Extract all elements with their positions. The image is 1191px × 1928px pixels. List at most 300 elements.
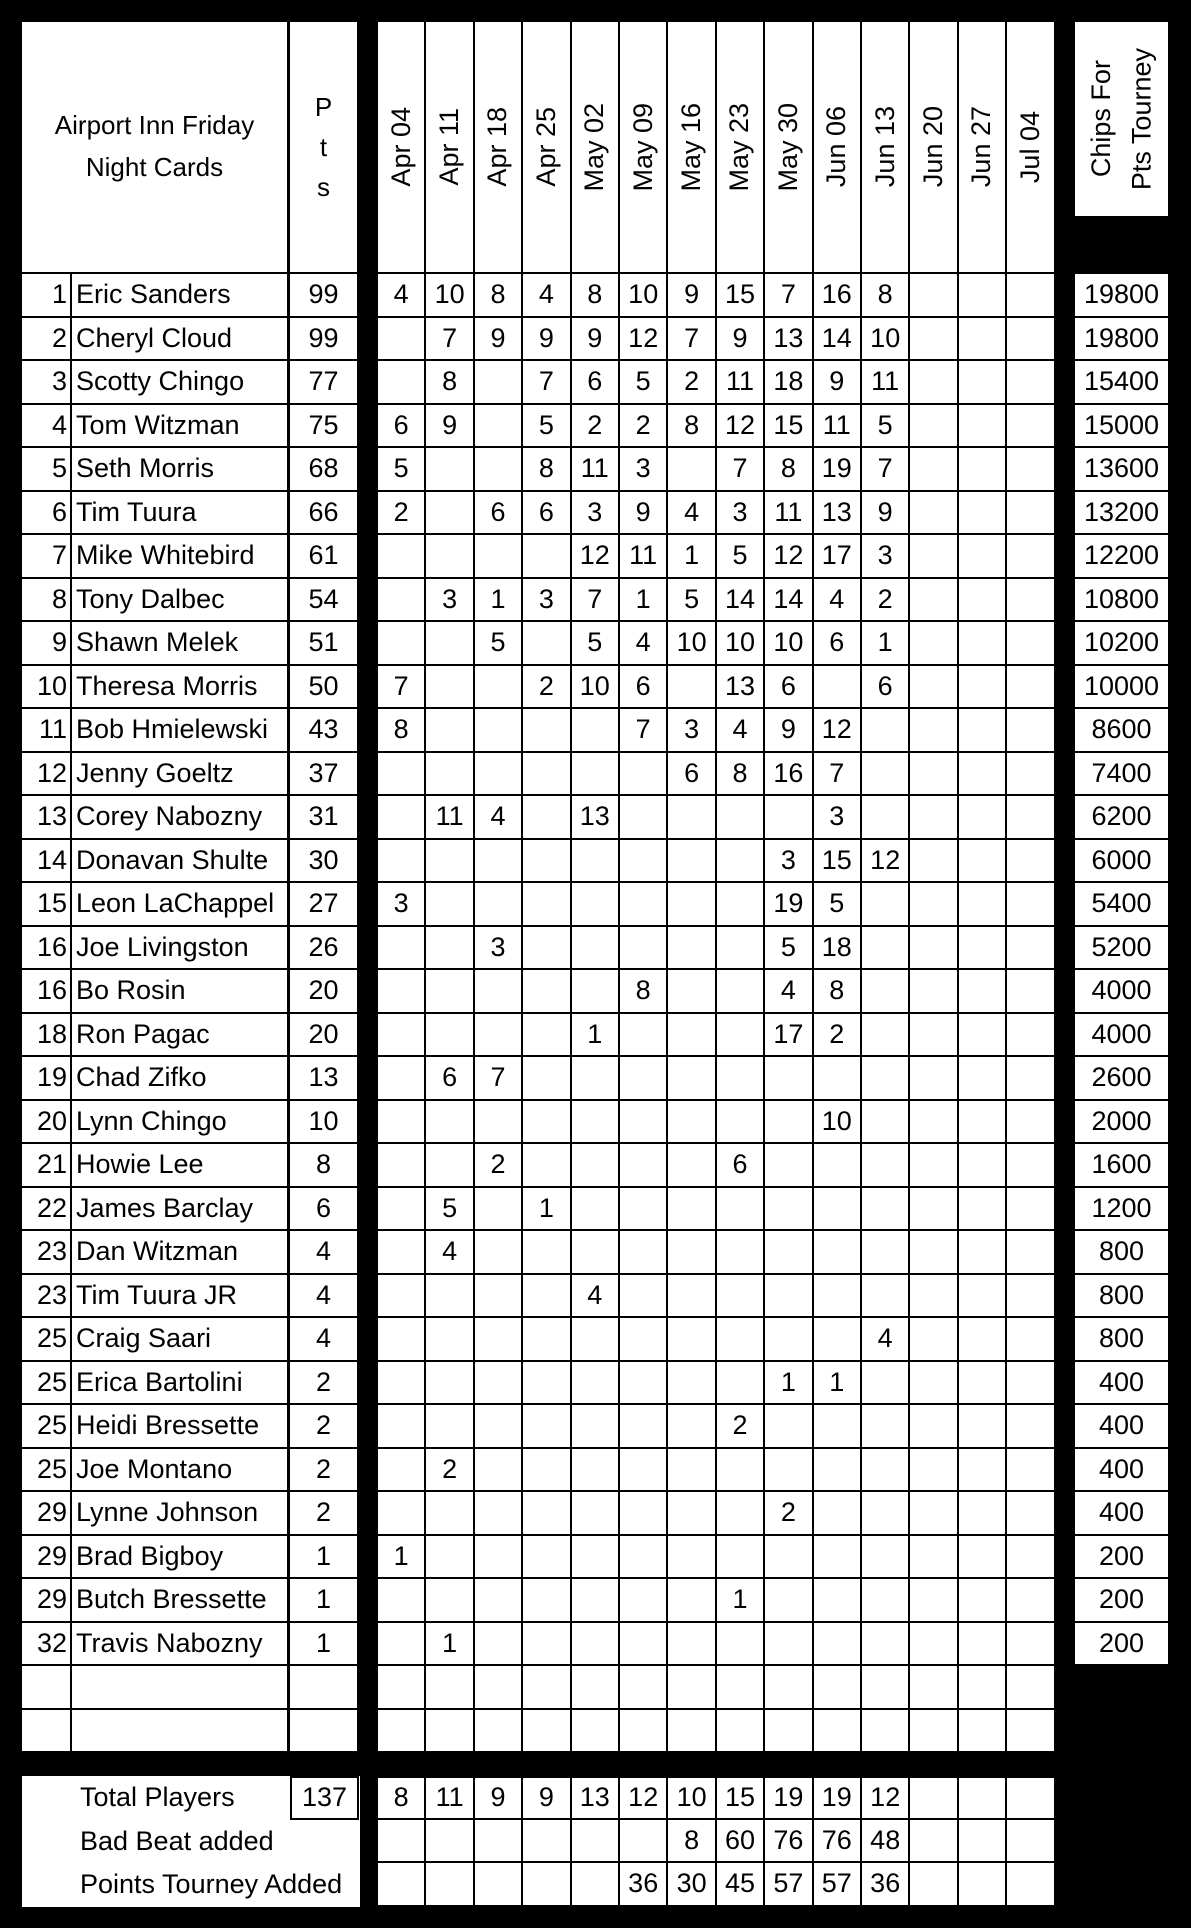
player-name: Lynn Chingo xyxy=(72,1101,290,1145)
score-cell xyxy=(1007,709,1055,753)
player-name: Scotty Chingo xyxy=(72,361,290,405)
score-cell xyxy=(959,1405,1007,1449)
score-cell xyxy=(378,840,426,884)
score-cell: 14 xyxy=(765,579,813,623)
score-cell xyxy=(378,753,426,797)
score-cell xyxy=(668,1579,716,1623)
score-cell xyxy=(959,1318,1007,1362)
score-cell: 3 xyxy=(475,927,523,971)
score-cell xyxy=(620,753,668,797)
date-header xyxy=(378,22,426,274)
points-tourney-cell: 57 xyxy=(765,1863,813,1907)
score-cell xyxy=(1007,1231,1055,1275)
date-header-label: May 30 xyxy=(772,102,803,192)
score-cell: 1 xyxy=(475,579,523,623)
player-rank: 25 xyxy=(22,1318,72,1362)
score-cell xyxy=(862,1014,910,1058)
score-cell: 19 xyxy=(765,883,813,927)
score-cell: 6 xyxy=(572,361,620,405)
score-cell: 15 xyxy=(814,840,862,884)
score-cell xyxy=(668,1362,716,1406)
score-cell: 8 xyxy=(765,448,813,492)
score-cell xyxy=(910,1536,958,1580)
score-cell: 1 xyxy=(668,535,716,579)
score-cell xyxy=(572,709,620,753)
score-cell xyxy=(1007,753,1055,797)
score-cell xyxy=(668,1318,716,1362)
bad-beat-cell: 76 xyxy=(765,1820,813,1864)
score-cell xyxy=(717,1014,765,1058)
score-cell xyxy=(572,927,620,971)
player-points: 10 xyxy=(290,1101,359,1145)
score-cell: 9 xyxy=(717,318,765,362)
total-players-cell: 8 xyxy=(378,1776,426,1820)
score-cell xyxy=(717,1188,765,1232)
score-cell: 10 xyxy=(765,622,813,666)
player-points: 13 xyxy=(290,1057,359,1101)
player-name: Tim Tuura JR xyxy=(72,1275,290,1319)
score-cell xyxy=(959,1536,1007,1580)
score-cell xyxy=(620,1231,668,1275)
score-cell: 9 xyxy=(814,361,862,405)
chips-header xyxy=(1075,22,1170,218)
score-cell xyxy=(862,927,910,971)
date-header xyxy=(523,22,571,274)
score-cell xyxy=(668,1014,716,1058)
score-cell: 2 xyxy=(572,405,620,449)
score-cell xyxy=(959,1188,1007,1232)
points-tourney-cell xyxy=(378,1863,426,1907)
score-cell xyxy=(959,1623,1007,1667)
score-cell xyxy=(814,1579,862,1623)
score-cell xyxy=(378,1188,426,1232)
score-cell xyxy=(814,1144,862,1188)
score-cell xyxy=(1007,579,1055,623)
score-cell xyxy=(523,1101,571,1145)
player-chips: 8600 xyxy=(1075,709,1170,753)
score-cell xyxy=(1007,405,1055,449)
player-name: Dan Witzman xyxy=(72,1231,290,1275)
score-cell: 7 xyxy=(378,666,426,710)
score-cell xyxy=(910,1449,958,1493)
player-points: 99 xyxy=(290,318,359,362)
score-cell xyxy=(910,796,958,840)
score-cell: 17 xyxy=(814,535,862,579)
score-cell: 1 xyxy=(378,1536,426,1580)
score-cell xyxy=(523,796,571,840)
score-cell xyxy=(620,1449,668,1493)
score-cell: 3 xyxy=(668,709,716,753)
score-cell xyxy=(426,970,474,1014)
score-cell: 2 xyxy=(523,666,571,710)
score-cell xyxy=(1007,318,1055,362)
score-cell xyxy=(378,1362,426,1406)
player-rank: 7 xyxy=(22,535,72,579)
score-cell xyxy=(475,1536,523,1580)
score-cell xyxy=(378,927,426,971)
score-cell xyxy=(910,1362,958,1406)
bad-beat-label: Bad Beat added xyxy=(80,1825,274,1856)
score-cell: 7 xyxy=(862,448,910,492)
score-cell: 1 xyxy=(572,1014,620,1058)
player-points: 37 xyxy=(290,753,359,797)
score-cell: 11 xyxy=(572,448,620,492)
score-cell xyxy=(959,535,1007,579)
score-cell: 11 xyxy=(717,361,765,405)
score-cell xyxy=(523,1536,571,1580)
total-players-cell xyxy=(910,1776,958,1820)
player-name: Corey Nabozny xyxy=(72,796,290,840)
player-rank: 15 xyxy=(22,883,72,927)
player-name: Craig Saari xyxy=(72,1318,290,1362)
score-cell xyxy=(862,1144,910,1188)
score-cell: 6 xyxy=(426,1057,474,1101)
points-tourney-label: Points Tourney Added xyxy=(80,1869,343,1900)
date-header-label: Jun 20 xyxy=(918,106,949,188)
player-rank: 18 xyxy=(22,1014,72,1058)
player-points: 66 xyxy=(290,492,359,536)
score-cell xyxy=(910,1623,958,1667)
player-chips: 200 xyxy=(1075,1536,1170,1580)
score-cell xyxy=(959,1144,1007,1188)
score-cell xyxy=(620,1666,668,1710)
score-cell: 2 xyxy=(717,1405,765,1449)
score-cell xyxy=(862,1405,910,1449)
score-cell xyxy=(862,1579,910,1623)
score-cell xyxy=(668,883,716,927)
score-cell xyxy=(620,1057,668,1101)
points-tourney-cell xyxy=(959,1863,1007,1907)
player-rank: 12 xyxy=(22,753,72,797)
score-cell xyxy=(668,1666,716,1710)
score-cell xyxy=(910,448,958,492)
score-cell xyxy=(475,1666,523,1710)
points-tourney-cell xyxy=(523,1863,571,1907)
score-cell xyxy=(523,927,571,971)
score-cell xyxy=(523,883,571,927)
score-cell: 7 xyxy=(620,709,668,753)
bad-beat-cell xyxy=(910,1820,958,1864)
score-cell xyxy=(1007,1275,1055,1319)
player-name: Jenny Goeltz xyxy=(72,753,290,797)
score-cell xyxy=(475,753,523,797)
player-rank: 21 xyxy=(22,1144,72,1188)
score-cell: 18 xyxy=(814,927,862,971)
score-cell xyxy=(426,927,474,971)
score-cell xyxy=(910,1144,958,1188)
score-cell xyxy=(378,1144,426,1188)
score-cell xyxy=(910,1710,958,1754)
score-cell: 9 xyxy=(765,709,813,753)
score-cell: 3 xyxy=(814,796,862,840)
score-cell xyxy=(910,753,958,797)
score-cell xyxy=(862,1449,910,1493)
score-cell xyxy=(814,1231,862,1275)
score-cell: 11 xyxy=(765,492,813,536)
score-cell xyxy=(572,1666,620,1710)
score-cell xyxy=(426,1014,474,1058)
player-chips: 200 xyxy=(1075,1579,1170,1623)
score-cell xyxy=(862,796,910,840)
points-tourney-cell: 57 xyxy=(814,1863,862,1907)
points-tourney-cell xyxy=(572,1863,620,1907)
bad-beat-cell: 76 xyxy=(814,1820,862,1864)
player-rank: 4 xyxy=(22,405,72,449)
score-cell: 1 xyxy=(620,579,668,623)
score-cell xyxy=(910,1492,958,1536)
score-cell xyxy=(572,1101,620,1145)
score-cell xyxy=(959,840,1007,884)
player-points: 26 xyxy=(290,927,359,971)
total-players-cell: 11 xyxy=(426,1776,474,1820)
score-cell xyxy=(668,448,716,492)
player-rank: 25 xyxy=(22,1449,72,1493)
score-cell: 7 xyxy=(765,274,813,318)
player-chips: 200 xyxy=(1075,1623,1170,1667)
date-header xyxy=(717,22,765,274)
score-cell: 10 xyxy=(426,274,474,318)
score-cell xyxy=(523,1318,571,1362)
score-cell xyxy=(910,361,958,405)
score-cell xyxy=(862,1188,910,1232)
player-rank: 2 xyxy=(22,318,72,362)
score-cell: 16 xyxy=(765,753,813,797)
score-cell: 5 xyxy=(814,883,862,927)
player-points: 61 xyxy=(290,535,359,579)
player-points: 31 xyxy=(290,796,359,840)
player-points: 2 xyxy=(290,1405,359,1449)
player-name: Bo Rosin xyxy=(72,970,290,1014)
score-cell xyxy=(572,753,620,797)
score-cell: 1 xyxy=(523,1188,571,1232)
score-cell: 5 xyxy=(765,927,813,971)
bad-beat-cell xyxy=(378,1820,426,1864)
score-cell: 4 xyxy=(572,1275,620,1319)
score-cell xyxy=(765,1144,813,1188)
score-cell xyxy=(668,840,716,884)
score-cell xyxy=(572,1057,620,1101)
score-cell xyxy=(475,1449,523,1493)
player-points: 51 xyxy=(290,622,359,666)
score-cell xyxy=(959,1492,1007,1536)
score-cell xyxy=(378,1492,426,1536)
score-cell: 3 xyxy=(765,840,813,884)
player-rank: 29 xyxy=(22,1579,72,1623)
bad-beat-cell xyxy=(572,1820,620,1864)
score-cell xyxy=(717,1492,765,1536)
score-cell xyxy=(668,1405,716,1449)
score-cell xyxy=(426,1101,474,1145)
score-cell: 4 xyxy=(378,274,426,318)
score-cell: 5 xyxy=(426,1188,474,1232)
score-cell: 18 xyxy=(765,361,813,405)
date-header-label: Jun 06 xyxy=(821,106,852,188)
score-cell xyxy=(523,1666,571,1710)
score-cell xyxy=(862,709,910,753)
score-cell xyxy=(717,1318,765,1362)
score-cell xyxy=(523,709,571,753)
score-cell xyxy=(717,1536,765,1580)
player-points: 4 xyxy=(290,1231,359,1275)
score-cell xyxy=(765,1623,813,1667)
player-rank: 16 xyxy=(22,927,72,971)
score-cell xyxy=(426,1275,474,1319)
points-tourney-cell: 45 xyxy=(717,1863,765,1907)
score-cell xyxy=(475,1188,523,1232)
player-name: Erica Bartolini xyxy=(72,1362,290,1406)
player-rank: 29 xyxy=(22,1492,72,1536)
score-cell xyxy=(668,1144,716,1188)
player-chips: 400 xyxy=(1075,1492,1170,1536)
score-cell: 5 xyxy=(620,361,668,405)
player-name: Chad Zifko xyxy=(72,1057,290,1101)
score-cell xyxy=(426,666,474,710)
score-cell xyxy=(475,840,523,884)
date-header-label: Jul 04 xyxy=(1014,110,1045,184)
player-points: 68 xyxy=(290,448,359,492)
score-cell xyxy=(572,1449,620,1493)
date-header-label: May 23 xyxy=(724,102,755,192)
score-cell xyxy=(959,1275,1007,1319)
score-cell xyxy=(668,1188,716,1232)
date-header xyxy=(814,22,862,274)
player-chips: 2000 xyxy=(1075,1101,1170,1145)
player-rank: 25 xyxy=(22,1362,72,1406)
score-cell xyxy=(814,1492,862,1536)
score-cell xyxy=(475,448,523,492)
score-cell: 13 xyxy=(572,796,620,840)
date-header xyxy=(959,22,1007,274)
score-cell xyxy=(523,1144,571,1188)
score-cell xyxy=(475,1710,523,1754)
player-chips: 19800 xyxy=(1075,318,1170,362)
score-cell: 17 xyxy=(765,1014,813,1058)
score-cell xyxy=(717,927,765,971)
score-cell xyxy=(1007,1536,1055,1580)
player-name: Brad Bigboy xyxy=(72,1536,290,1580)
score-cell xyxy=(910,535,958,579)
score-cell xyxy=(378,1014,426,1058)
score-cell xyxy=(717,840,765,884)
score-cell xyxy=(717,1666,765,1710)
score-cell xyxy=(959,492,1007,536)
score-cell: 6 xyxy=(668,753,716,797)
score-cell: 6 xyxy=(862,666,910,710)
bad-beat-cell xyxy=(475,1820,523,1864)
score-cell xyxy=(378,1318,426,1362)
score-cell: 4 xyxy=(523,274,571,318)
score-cell: 7 xyxy=(523,361,571,405)
score-cell: 8 xyxy=(572,274,620,318)
points-tourney-cell xyxy=(475,1863,523,1907)
player-name: Eric Sanders xyxy=(72,274,290,318)
points-tourney-cell xyxy=(426,1863,474,1907)
date-header xyxy=(862,22,910,274)
player-points xyxy=(290,1710,359,1754)
score-cell: 12 xyxy=(620,318,668,362)
score-cell xyxy=(814,1188,862,1232)
score-cell xyxy=(1007,840,1055,884)
player-chips: 5400 xyxy=(1075,883,1170,927)
player-name: Butch Bressette xyxy=(72,1579,290,1623)
score-cell: 8 xyxy=(717,753,765,797)
score-cell xyxy=(959,405,1007,449)
score-cell: 19 xyxy=(814,448,862,492)
score-cell: 5 xyxy=(717,535,765,579)
score-cell: 4 xyxy=(862,1318,910,1362)
score-cell xyxy=(862,1231,910,1275)
player-points: 77 xyxy=(290,361,359,405)
score-cell xyxy=(620,840,668,884)
score-cell xyxy=(620,796,668,840)
score-cell: 9 xyxy=(862,492,910,536)
score-cell: 10 xyxy=(572,666,620,710)
score-cell xyxy=(959,1362,1007,1406)
score-cell xyxy=(910,1188,958,1232)
score-cell xyxy=(959,318,1007,362)
score-cell xyxy=(426,492,474,536)
score-cell xyxy=(862,1492,910,1536)
score-cell xyxy=(717,883,765,927)
score-cell: 2 xyxy=(426,1449,474,1493)
player-name: Shawn Melek xyxy=(72,622,290,666)
score-cell xyxy=(523,1405,571,1449)
score-cell: 12 xyxy=(572,535,620,579)
score-cell xyxy=(523,1449,571,1493)
score-cell xyxy=(1007,970,1055,1014)
score-cell: 6 xyxy=(475,492,523,536)
score-cell: 7 xyxy=(426,318,474,362)
score-cell xyxy=(426,1492,474,1536)
pts-header-letter: t xyxy=(319,131,328,162)
player-points: 99 xyxy=(290,274,359,318)
score-cell xyxy=(1007,1405,1055,1449)
player-rank: 19 xyxy=(22,1057,72,1101)
score-cell: 12 xyxy=(765,535,813,579)
score-cell xyxy=(765,1579,813,1623)
score-cell xyxy=(668,1057,716,1101)
score-cell: 6 xyxy=(523,492,571,536)
score-cell xyxy=(1007,1057,1055,1101)
score-cell: 14 xyxy=(717,579,765,623)
score-cell xyxy=(475,1101,523,1145)
player-points: 6 xyxy=(290,1188,359,1232)
player-name: Donavan Shulte xyxy=(72,840,290,884)
score-cell: 6 xyxy=(717,1144,765,1188)
score-cell xyxy=(717,970,765,1014)
date-header-label: Apr 11 xyxy=(434,108,465,186)
score-cell xyxy=(862,753,910,797)
player-rank: 5 xyxy=(22,448,72,492)
score-cell xyxy=(426,1710,474,1754)
score-cell xyxy=(523,1492,571,1536)
player-chips: 1600 xyxy=(1075,1144,1170,1188)
score-cell: 2 xyxy=(765,1492,813,1536)
score-cell: 3 xyxy=(523,579,571,623)
score-cell xyxy=(426,1318,474,1362)
score-cell xyxy=(765,1536,813,1580)
player-points: 2 xyxy=(290,1449,359,1493)
score-cell xyxy=(910,1057,958,1101)
player-chips: 400 xyxy=(1075,1362,1170,1406)
score-cell xyxy=(378,970,426,1014)
score-cell: 5 xyxy=(572,622,620,666)
score-cell xyxy=(862,1666,910,1710)
score-cell xyxy=(814,1536,862,1580)
player-name xyxy=(72,1666,290,1710)
score-cell xyxy=(959,1101,1007,1145)
score-cell: 10 xyxy=(862,318,910,362)
